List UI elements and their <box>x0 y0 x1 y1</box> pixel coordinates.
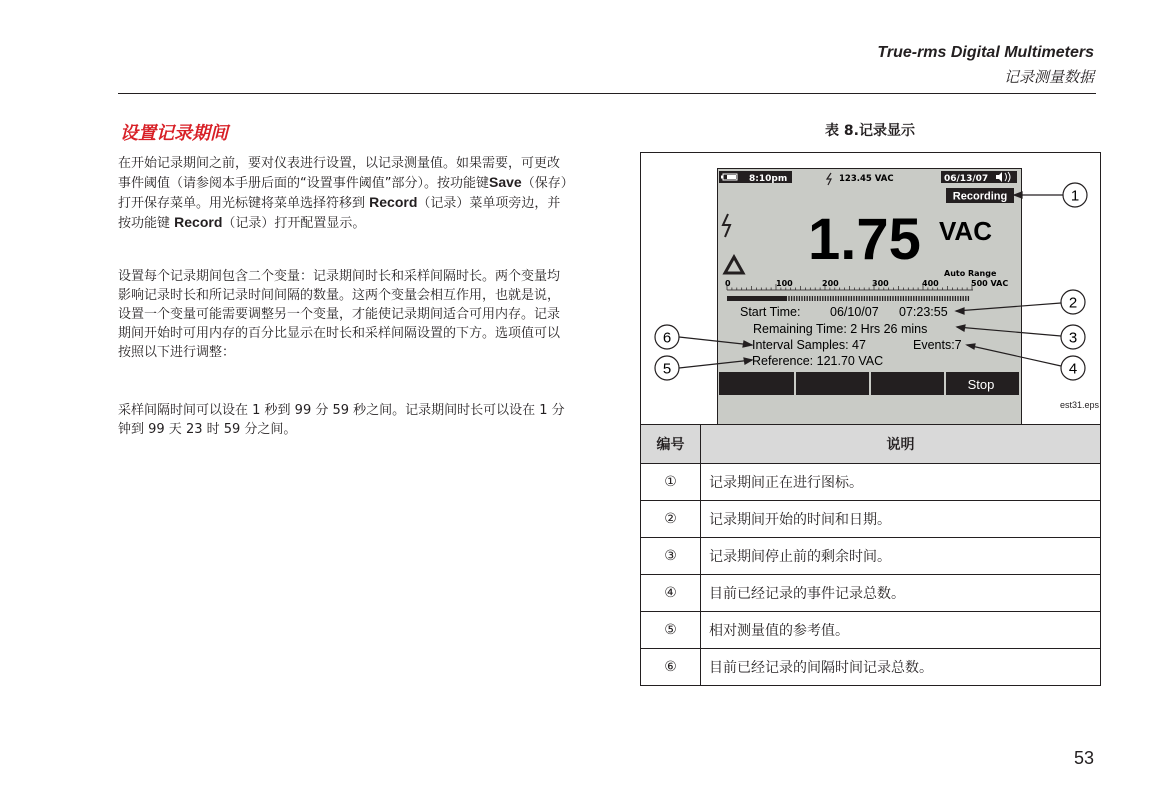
softkey-1[interactable] <box>719 372 794 395</box>
figure-frame <box>640 152 1101 425</box>
callout-number: 6 <box>662 329 672 347</box>
header-title: True-rms Digital Multimeters <box>877 44 1094 61</box>
callout-number: 2 <box>1068 294 1078 312</box>
record-menu: Record <box>369 194 418 210</box>
callout-arrowhead <box>744 358 752 364</box>
hazard-icon-small <box>827 173 831 185</box>
paragraph-setup: 在开始记录期间之前，要对仪表进行设置，以记录测量值。如果需要，可更改事件阈值（请参阅本手册后面的“设置事件阈值”部分）。按功能键Save（保存）打开保存菜单。用光标键将菜单选择符移到 Record（记录）菜单项旁边，并按功能键 Record（记录）打开配置显示。 <box>118 156 568 231</box>
record-key: Record <box>174 214 223 230</box>
table-row <box>641 612 1101 649</box>
table-row <box>641 464 1101 501</box>
callout-leader-2 <box>956 303 1061 311</box>
callout-arrowhead <box>743 341 752 347</box>
callout-leader-5 <box>679 360 752 368</box>
softkey-2[interactable] <box>796 372 869 395</box>
reference-value: Reference: 121.70 VAC <box>752 354 884 368</box>
scale-tick-label: 300 <box>872 279 889 288</box>
status-date: 06/13/07 <box>944 174 989 184</box>
scale-tick-label: 400 <box>922 279 939 288</box>
main-unit: VAC <box>939 216 992 246</box>
row-number: ③ <box>641 538 701 575</box>
table-header-row <box>641 425 1101 464</box>
row-description: 目前已经记录的间隔时间记录总数。 <box>701 649 1101 686</box>
save-key: Save <box>488 174 522 190</box>
callout-arrowhead <box>956 308 964 314</box>
interval-samples: Interval Samples: 47 <box>752 338 866 352</box>
callout-number: 1 <box>1070 187 1080 205</box>
status-time: 8:10pm <box>749 174 788 184</box>
scale-tick-label: 500 VAC <box>971 279 1009 288</box>
table-row <box>641 575 1101 612</box>
scale-tick-label: 100 <box>776 279 793 288</box>
table-row <box>641 538 1101 575</box>
softkey-3[interactable] <box>871 372 944 395</box>
description-table <box>640 424 1101 686</box>
paragraph-variables: 设置每个记录期间包含二个变量：记录期间时长和采样间隔时长。两个变量均影响记录时长和所记录时间间隔的数量。这两个变量会相互作用，也就是说，设置一个变量可能需要调整另一个变量，才能使记录期间适合可用内存。记录期间开始时可用内存的百分比显示在时长和采样间隔设置的下方。选项值可以按照以下进行调整： <box>118 269 561 360</box>
recording-label: Recording <box>952 190 1008 203</box>
scale-tick-label: 200 <box>822 279 839 288</box>
callout-leader-4 <box>967 345 1061 366</box>
row-number: ⑥ <box>641 649 701 686</box>
start-time-label: Start Time: <box>740 305 801 319</box>
paragraph-ranges: 采样间隔时间可以设在 1 秒到 99 分 59 秒之间。记录期间时长可以设在 1 分钟到 99 天 23 时 59 分之间。 <box>118 403 565 437</box>
callout-arrowhead <box>1014 192 1022 198</box>
column-header-number: 编号 <box>641 425 701 464</box>
start-clock: 07:23:55 <box>899 305 948 319</box>
row-number: ② <box>641 501 701 538</box>
row-description: 记录期间开始的时间和日期。 <box>701 501 1101 538</box>
auto-range-label: Auto Range <box>944 269 997 278</box>
row-description: 目前已经记录的事件记录总数。 <box>701 575 1101 612</box>
callout-number: 5 <box>662 360 672 378</box>
section-title: 设置记录期间 <box>120 123 228 144</box>
table-row <box>641 501 1101 538</box>
callout-number: 4 <box>1068 360 1078 378</box>
table-row <box>641 649 1101 686</box>
callout-leader-6 <box>679 337 752 345</box>
callout-leader-3 <box>957 327 1061 336</box>
row-description: 记录期间停止前的剩余时间。 <box>701 538 1101 575</box>
row-number: ① <box>641 464 701 501</box>
main-reading: 1.75 <box>808 207 921 272</box>
softkey-stop-label: Stop <box>967 377 995 392</box>
header-subtitle: 记录测量数据 <box>1003 70 1094 86</box>
row-description: 记录期间正在进行图标。 <box>701 464 1101 501</box>
row-number: ④ <box>641 575 701 612</box>
figure-file-label: est31.eps <box>1059 400 1099 410</box>
callout-arrowhead <box>957 325 965 331</box>
scale-tick-label: 0 <box>725 279 731 288</box>
column-header-description: 说明 <box>701 425 1101 464</box>
callout-number: 3 <box>1068 329 1078 347</box>
row-number: ⑤ <box>641 612 701 649</box>
hazard-icon <box>723 214 730 237</box>
start-date: 06/10/07 <box>830 305 879 319</box>
header-rule <box>118 93 1096 94</box>
remaining-time: Remaining Time: 2 Hrs 26 mins <box>753 322 928 336</box>
warning-triangle-icon <box>725 257 743 273</box>
callout-arrowhead <box>967 344 975 349</box>
table-caption: 表 8.记录显示 <box>825 123 915 139</box>
page-number: 53 <box>1073 748 1094 768</box>
bar-graph-fill <box>727 296 787 301</box>
meter-figure <box>641 153 1100 425</box>
bar-graph-segments <box>789 296 968 301</box>
row-description: 相对测量值的参考值。 <box>701 612 1101 649</box>
events-count: Events:7 <box>913 338 962 352</box>
live-reading: 123.45 VAC <box>839 174 894 184</box>
